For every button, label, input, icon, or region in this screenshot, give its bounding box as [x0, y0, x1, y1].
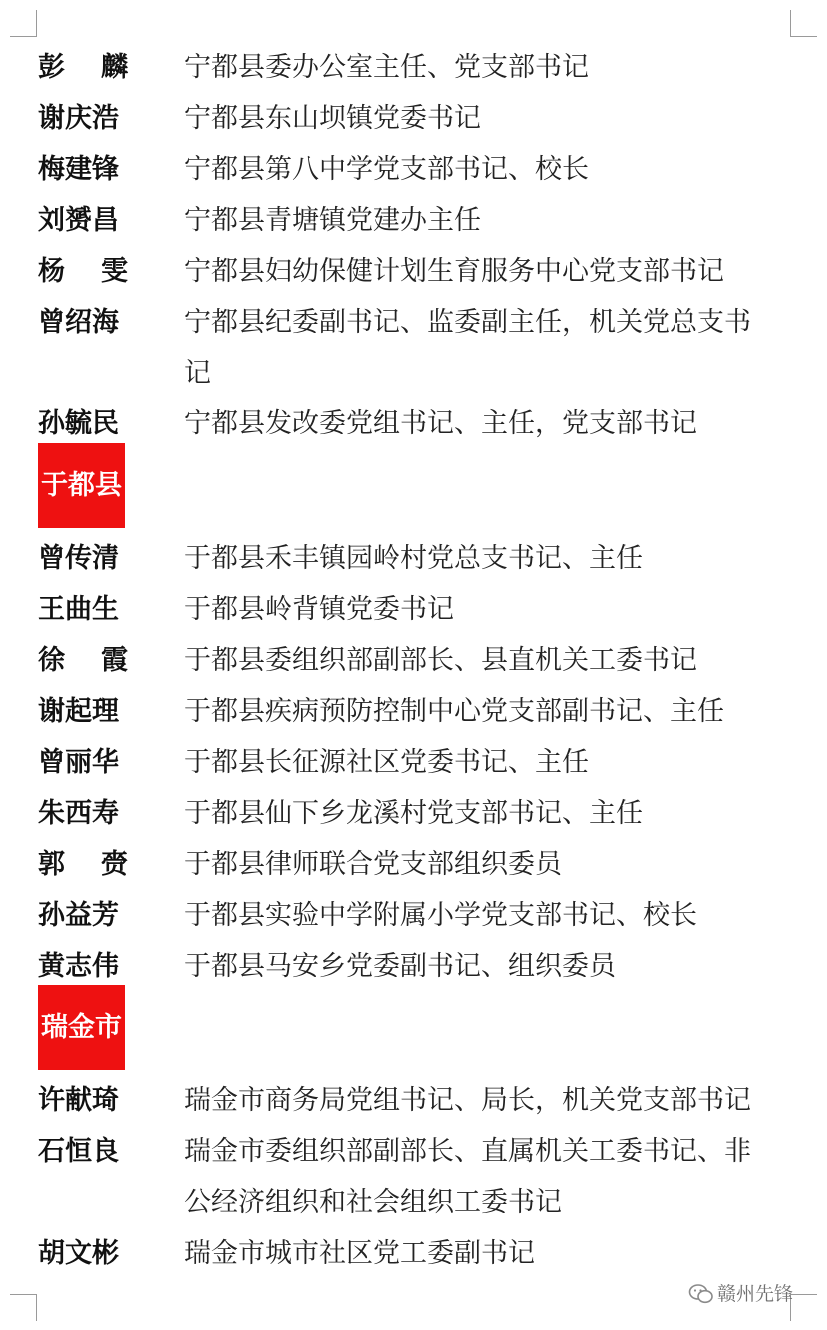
person-name: 曾传清 [38, 543, 119, 574]
person-name: 王曲生 [38, 594, 119, 625]
person-name: 刘赟昌 [38, 205, 119, 236]
person-name: 黄志伟 [38, 951, 119, 982]
list-item [0, 144, 827, 195]
list-item [0, 737, 827, 788]
list-item [0, 890, 827, 941]
person-title: 宁都县青塘镇党建办主任 [184, 205, 481, 236]
person-title: 宁都县妇幼保健计划生育服务中心党支部书记 [184, 256, 724, 287]
section-header-yudu: 于都县 [38, 443, 125, 528]
person-title-line-1: 宁都县纪委副书记、监委副主任，机关党总支书 [184, 307, 751, 338]
list-item [0, 635, 827, 686]
person-title: 宁都县委办公室主任、党支部书记 [184, 52, 589, 83]
person-name: 曾丽华 [38, 747, 119, 778]
person-title-line-1: 瑞金市委组织部副部长、直属机关工委书记、非 [184, 1136, 751, 1167]
person-name: 郭 赍 [38, 849, 128, 880]
person-name: 谢庆浩 [38, 103, 119, 134]
list-item [0, 1075, 827, 1126]
watermark [688, 1281, 793, 1307]
list-item [0, 195, 827, 246]
list-item [0, 42, 827, 93]
person-title: 于都县委组织部副部长、县直机关工委书记 [184, 645, 697, 676]
person-title: 于都县禾丰镇园岭村党总支书记、主任 [184, 543, 643, 574]
person-name: 孙益芳 [38, 900, 119, 931]
person-title-line-2: 记 [184, 358, 211, 389]
list-item [0, 839, 827, 890]
person-name: 彭 麟 [38, 52, 128, 83]
person-title: 宁都县发改委党组书记、主任，党支部书记 [184, 408, 697, 439]
list-item [0, 1126, 827, 1228]
list-item [0, 93, 827, 144]
person-name: 杨 雯 [38, 256, 128, 287]
person-name: 石恒良 [38, 1136, 119, 1167]
person-title-line-2: 公经济组织和社会组织工委书记 [184, 1187, 562, 1218]
list-item [0, 788, 827, 839]
person-name: 梅建锋 [38, 154, 119, 185]
crop-mark-bottom-left [10, 1294, 37, 1321]
list-item [0, 584, 827, 635]
list-item [0, 533, 827, 584]
person-title: 于都县长征源社区党委书记、主任 [184, 747, 589, 778]
person-name: 朱西寿 [38, 798, 119, 829]
list-item [0, 1228, 827, 1279]
person-title: 于都县律师联合党支部组织委员 [184, 849, 562, 880]
person-name: 孙毓民 [38, 408, 119, 439]
person-title: 宁都县东山坝镇党委书记 [184, 103, 481, 134]
watermark-text: 赣州先锋 [717, 1283, 794, 1305]
list-item [0, 686, 827, 737]
person-name: 谢起理 [38, 696, 119, 727]
person-title: 宁都县第八中学党支部书记、校长 [184, 154, 589, 185]
crop-mark-bottom-right [790, 1294, 817, 1321]
crop-mark-top-right [790, 10, 817, 37]
wechat-icon [688, 1283, 714, 1305]
list-item [0, 297, 827, 399]
crop-mark-top-left [10, 10, 37, 37]
person-title: 于都县实验中学附属小学党支部书记、校长 [184, 900, 697, 931]
person-title: 瑞金市城市社区党工委副书记 [184, 1238, 535, 1269]
person-title: 于都县仙下乡龙溪村党支部书记、主任 [184, 798, 643, 829]
person-title: 于都县疾病预防控制中心党支部副书记、主任 [184, 696, 724, 727]
person-name: 许献琦 [38, 1085, 119, 1116]
person-name: 曾绍海 [38, 307, 119, 338]
person-title: 于都县马安乡党委副书记、组织委员 [184, 951, 616, 982]
section-header-ruijin: 瑞金市 [38, 985, 125, 1070]
person-title: 于都县岭背镇党委书记 [184, 594, 454, 625]
list-item [0, 398, 827, 449]
list-item [0, 246, 827, 297]
person-title: 瑞金市商务局党组书记、局长，机关党支部书记 [184, 1085, 751, 1116]
person-name: 胡文彬 [38, 1238, 119, 1269]
person-name: 徐 霞 [38, 645, 128, 676]
